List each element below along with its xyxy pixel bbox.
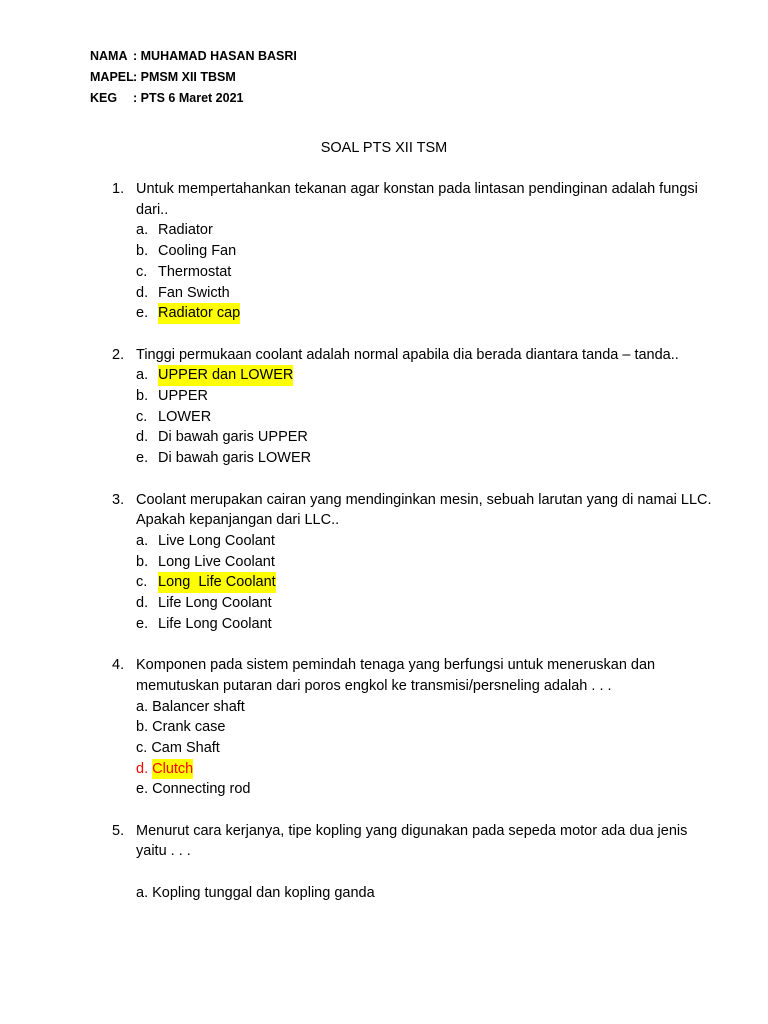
- option-text: Thermostat: [158, 263, 232, 280]
- option-d: [136, 283, 712, 304]
- keg-value: : PTS 6 Maret 2021: [133, 91, 244, 105]
- question-4: [112, 655, 712, 800]
- option-letter: a.: [136, 367, 149, 384]
- option-letter: a.: [136, 884, 149, 901]
- option-text: Life Long Coolant: [158, 595, 272, 612]
- option-text: Di bawah garis LOWER: [158, 450, 312, 467]
- option-text: Kopling tunggal dan kopling ganda: [152, 884, 375, 901]
- option-text: Life Long Coolant: [158, 615, 272, 632]
- nama-value: : MUHAMAD HASAN BASRI: [133, 49, 297, 63]
- option-text: Long Live Coolant: [158, 553, 275, 570]
- highlighted-answer: Long Life Coolant: [158, 572, 276, 593]
- option-letter: b.: [136, 388, 149, 405]
- option-letter: c.: [136, 408, 148, 425]
- option-letter: b.: [136, 553, 149, 570]
- option-letter: c.: [136, 263, 148, 280]
- option-a: [136, 883, 712, 904]
- option-letter: e.: [136, 450, 149, 467]
- question-number: 2.: [112, 346, 125, 363]
- option-letter: e.: [136, 781, 149, 798]
- option-d: [136, 427, 712, 448]
- option-list: [112, 220, 712, 324]
- option-text: Cooling Fan: [158, 243, 237, 260]
- option-letter: d.: [136, 760, 149, 777]
- question-text: Menurut cara kerjanya, tipe kopling yang digunakan pada sepeda motor ada dua jenis yaitu . . .: [136, 822, 688, 860]
- option-b: [136, 386, 712, 407]
- document-title: SOAL PTS XII TSM: [320, 140, 448, 156]
- question-1: [112, 179, 712, 324]
- option-b: [136, 552, 712, 573]
- question-text: Untuk mempertahankan tekanan agar konstan pada lintasan pendinginan adalah fungsi dari..: [136, 181, 698, 218]
- option-d: [136, 759, 712, 780]
- header-nama-row: [90, 46, 297, 67]
- option-text: Crank case: [152, 719, 226, 736]
- question-number: 1.: [112, 181, 125, 197]
- mapel-value: : PMSM XII TBSM: [133, 70, 236, 84]
- option-a: [136, 365, 712, 386]
- question-number: 5.: [112, 822, 125, 839]
- nama-label: NAMA: [90, 49, 128, 63]
- option-letter: d.: [136, 429, 149, 446]
- option-e: [136, 614, 712, 635]
- option-text: Live Long Coolant: [158, 532, 275, 549]
- option-letter: a.: [136, 532, 149, 549]
- option-b: [136, 241, 712, 262]
- highlighted-answer: Radiator cap: [158, 303, 240, 324]
- question-2: [112, 345, 712, 469]
- option-letter: d.: [136, 284, 149, 301]
- option-e: [136, 779, 712, 800]
- mapel-label: MAPEL: [90, 70, 134, 84]
- option-b: [136, 717, 712, 738]
- question-3: [112, 490, 712, 635]
- option-letter: e.: [136, 305, 149, 322]
- option-text: LOWER: [158, 408, 212, 425]
- option-letter: b.: [136, 719, 149, 736]
- question-number: 4.: [112, 657, 125, 674]
- option-text: Fan Swicth: [158, 284, 230, 301]
- question-text: Tinggi permukaan coolant adalah normal apabila dia berada diantara tanda – tanda..: [136, 346, 679, 363]
- option-letter: d.: [136, 595, 149, 612]
- question-5: [112, 821, 712, 904]
- keg-label: KEG: [90, 91, 118, 105]
- option-e: [136, 303, 712, 324]
- option-text: Cam Shaft: [151, 739, 220, 756]
- option-c: [136, 572, 712, 593]
- option-list: [112, 862, 712, 903]
- option-c: [136, 262, 712, 283]
- option-text: UPPER: [158, 388, 208, 405]
- option-letter: a.: [136, 222, 149, 239]
- question-text: Coolant merupakan cairan yang mendinginkan mesin, sebuah larutan yang di namai LLC. Apakah kepanjangan dari LLC..: [136, 491, 712, 529]
- option-text: Connecting rod: [152, 781, 251, 798]
- option-e: [136, 448, 712, 469]
- option-letter: a.: [136, 698, 149, 715]
- option-c: [136, 738, 712, 759]
- option-list: [112, 365, 712, 469]
- option-c: [136, 407, 712, 428]
- option-a: [136, 697, 712, 718]
- question-list: [112, 179, 712, 924]
- option-letter: b.: [136, 243, 149, 260]
- question-number: 3.: [112, 491, 125, 508]
- question-text: Komponen pada sistem pemindah tenaga yang berfungsi untuk meneruskan dan memutuskan putaran dari poros engkol ke transmisi/persneling adalah . . .: [136, 657, 656, 694]
- option-list: [112, 531, 712, 635]
- student-header: [90, 46, 297, 109]
- header-keg-row: [90, 88, 297, 109]
- option-a: [136, 531, 712, 552]
- option-text: Radiator: [158, 222, 213, 239]
- option-list: [112, 697, 712, 801]
- option-text: Balancer shaft: [152, 698, 245, 715]
- highlighted-answer: Clutch: [152, 759, 193, 780]
- highlighted-answer: UPPER dan LOWER: [158, 365, 293, 386]
- option-letter: c.: [136, 574, 148, 591]
- header-mapel-row: [90, 67, 297, 88]
- option-letter: c.: [136, 739, 148, 756]
- option-letter: e.: [136, 615, 149, 632]
- option-d: [136, 593, 712, 614]
- option-text: Di bawah garis UPPER: [158, 429, 308, 446]
- option-a: [136, 220, 712, 241]
